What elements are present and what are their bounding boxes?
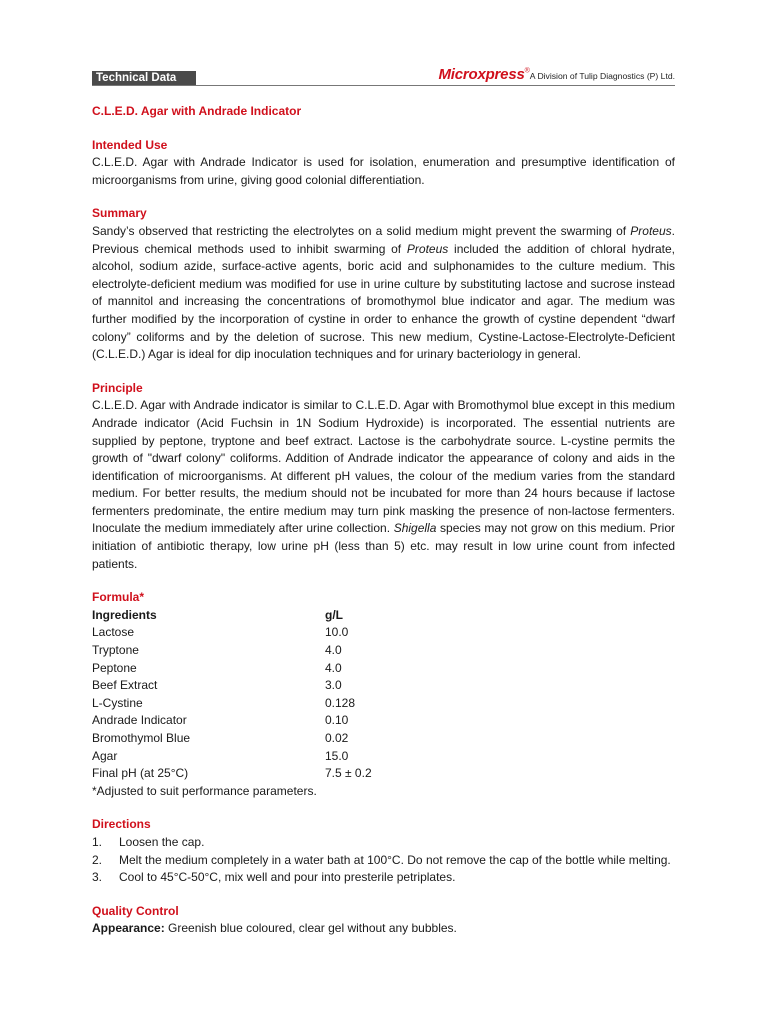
ingredient-name: Lactose [92,625,135,640]
ingredient-amount: 15.0 [325,748,349,763]
ingredient-amount: 10.0 [325,625,349,640]
formula-row [92,677,675,695]
summary-text: Sandy’s observed that restricting the electrolytes on a solid medium might prevent the swarming of Proteus. Previous chemical methods used to inhibit swarming of Proteus included the addition of chloral hydrate, alcohol, sodium azide, surface-active agents, boric acid and sulphonamides to the culture medium. This electrolyte-deficient medium was modified for use in urine culture by substituting lactose and sucrose instead of mannitol and increasing the concentrations of bromothymol blue indicator and agar. The medium was further modified by the incorporation of cystine in order to enhance the growth of cystine dependent “dwarf colony” coliforms and by the deletion of sucrose. This new medium, Cystine-Lactose-Electrolyte-Deficient (C.L.E.D.) Agar is ideal for dip inoculation techniques and for urinary bacteriology in general. [92,223,675,362]
ingredient-name: Peptone [92,660,137,675]
intended-use-heading: Intended Use [92,137,168,152]
document-body [92,103,675,938]
formula-row [92,712,675,730]
technical-data-tab: Technical Data [92,71,196,85]
formula-row [92,660,675,678]
ingredient-name: Final pH (at 25°C) [92,766,189,781]
principle-text: C.L.E.D. Agar with Andrade indicator is similar to C.L.E.D. Agar with Bromothymol blue except in this medium Andrade indicator (Acid Fuchsin in 1N Sodium Hydroxide) is incorporated. The essential nutrients are supplied by peptone, tryptone and beef extract. Lactose is the carbohydrate source. L-cystine permits the growth of "dwarf colony" coliforms. Addition of Andrade indicator the appearance of colony and aids in the identification of microorganisms. At different pH values, the colour of the medium varies from the standard medium. For better results, the medium should not be incubated for more than 24 hours because if lactose fermenters predominate, the entire medium may turn pink masking the presence of non-lactose fermenters. Inoculate the medium immediately after urine collection. Shigella species may not grow on this medium. Prior initiation of antibiotic therapy, low urine pH (less than 5) etc. may result in low urine count from infected patients. [92,398,675,571]
formula-header-row [92,607,675,625]
ingredient-name: Agar [92,748,118,763]
document-title: C.L.E.D. Agar with Andrade Indicator [92,104,302,118]
ingredient-name: Tryptone [92,643,139,658]
intended-use-text: C.L.E.D. Agar with Andrade Indicator is used for isolation, enumeration and presumptive identification of microorganisms from urine, giving good colonial differentiation. [92,155,675,187]
step-text: Cool to 45°C-50°C, mix well and pour into presterile petriplates. [119,870,456,885]
directions-heading: Directions [92,817,151,832]
step-number: 2. [92,852,103,867]
step-number: 3. [92,870,103,885]
step-text: Loosen the cap. [119,834,205,849]
ingredient-amount: 0.128 [325,695,356,710]
formula-row [92,642,675,660]
ingredient-amount: 7.5 ± 0.2 [325,766,372,781]
page-header [92,66,675,88]
summary-heading: Summary [92,206,147,221]
formula-table [92,607,675,801]
formula-footnote: *Adjusted to suit performance parameters. [92,783,317,798]
ingredients-column-header: Ingredients [92,607,157,622]
direction-step [92,834,675,852]
formula-row [92,624,675,642]
brand-logo [438,66,675,84]
header-divider [92,85,675,86]
direction-step [92,852,675,870]
principle-heading: Principle [92,380,143,395]
formula-row [92,765,675,783]
formula-row [92,695,675,713]
formula-row [92,730,675,748]
ingredient-amount: 0.10 [325,713,349,728]
ingredient-amount: 4.0 [325,643,342,658]
ingredient-amount: 0.02 [325,731,349,745]
step-text: Melt the medium completely in a water bath at 100°C. Do not remove the cap of the bottle while melting. [119,852,671,867]
quality-control-heading: Quality Control [92,903,179,918]
brand-mark: ® [524,67,530,75]
ingredient-amount: 4.0 [325,660,342,675]
formula-heading: Formula* [92,590,145,605]
direction-step [92,869,675,887]
step-number: 1. [92,834,103,849]
appearance-text: Appearance: Greenish blue coloured, clear gel without any bubbles. [92,921,457,936]
ingredient-name: Andrade Indicator [92,713,187,728]
directions-list [92,834,675,887]
ingredient-amount: 3.0 [325,678,342,693]
formula-row [92,748,675,766]
brand-name: Microxpress [438,66,525,83]
ingredient-name: Beef Extract [92,678,158,693]
ingredient-name: L-Cystine [92,695,143,710]
ingredient-name: Bromothymol Blue [92,731,191,745]
brand-division: A Division of Tulip Diagnostics (P) Ltd. [529,71,675,81]
amount-column-header: g/L [325,607,343,622]
